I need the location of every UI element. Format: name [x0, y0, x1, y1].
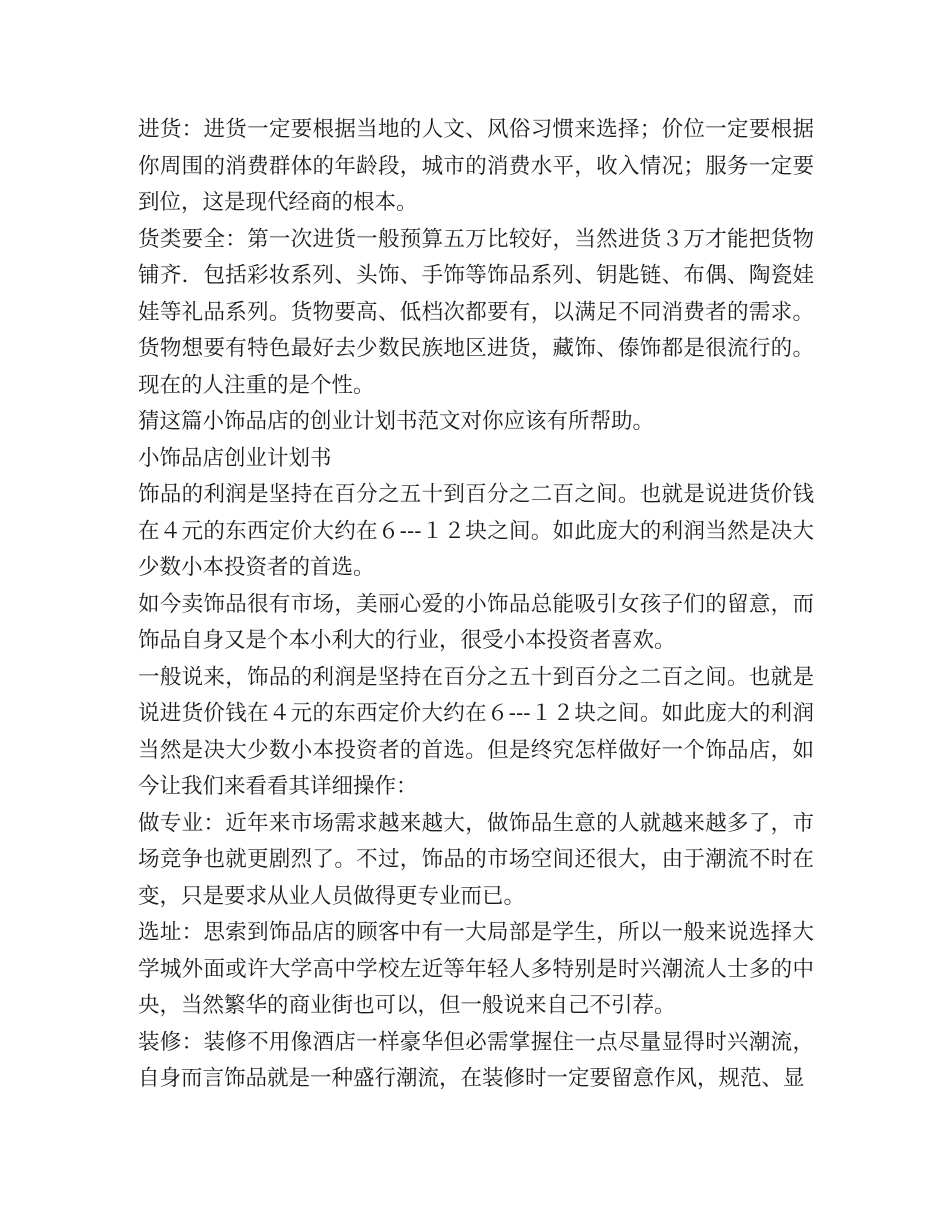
paragraph-purchasing: 进货：进货一定要根据当地的人文、风俗习惯来选择；价位一定要根据你周围的消费群体的年龄段，城市的消费水平，收入情况；服务一定要到位，这是现代经商的根本。 [138, 117, 814, 215]
document-body [138, 112, 814, 1098]
paragraph-location: 选址：思索到饰品店的顾客中有一大局部是学生，所以一般来说选择大学城外面或许大学高中学校左近等年轻人多特别是时兴潮流人士多的中央，当然繁华的商业街也可以，但一般说来自己不引荐。 [138, 920, 814, 1018]
paragraph-professional: 做专业：近年来市场需求越来越大，做饰品生意的人就越来越多了，市场竞争也就更剧烈了。不过，饰品的市场空间还很大，由于潮流不时在变，只是要求从业人员做得更专业而已。 [138, 810, 814, 909]
paragraph-recommendation: 猜这篇小饰品店的创业计划书范文对你应该有所帮助。 [138, 409, 655, 434]
section-title: 小饰品店创业计划书 [138, 445, 332, 471]
paragraph-profit-operation: 一般说来，饰品的利润是坚持在百分之五十到百分之二百之间。也就是说进货价钱在４元的东西定价大约在６---１２块之间。如此庞大的利润当然是决大少数小本投资者的首选。但是终究怎样做好一个饰品店，如今让我们来看看其详细操作： [138, 664, 814, 799]
paragraph-decoration: 装修：装修不用像酒店一样豪华但必需掌握住一点尽量显得时兴潮流，自身而言饰品就是一种盛行潮流，在装修时一定要留意作风，规范、显 [138, 1029, 814, 1091]
paragraph-product-range: 货类要全：第一次进货一般预算五万比较好，当然进货３万才能把货物铺齐．包括彩妆系列、头饰、手饰等饰品系列、钥匙链、布偶、陶瓷娃娃等礼品系列。货物要高、低档次都要有，以满足不同消费者的需求。货物想要有特色最好去少数民族地区进货，藏饰、傣饰都是很流行的。现在的人注重的是个性。 [138, 226, 814, 398]
paragraph-profit: 饰品的利润是坚持在百分之五十到百分之二百之间。也就是说进货价钱在４元的东西定价大约在６---１２块之间。如此庞大的利润当然是决大少数小本投资者的首选。 [138, 482, 814, 580]
paragraph-market: 如今卖饰品很有市场，美丽心爱的小饰品总能吸引女孩子们的留意，而饰品自身又是个本小利大的行业，很受小本投资者喜欢。 [138, 591, 814, 653]
